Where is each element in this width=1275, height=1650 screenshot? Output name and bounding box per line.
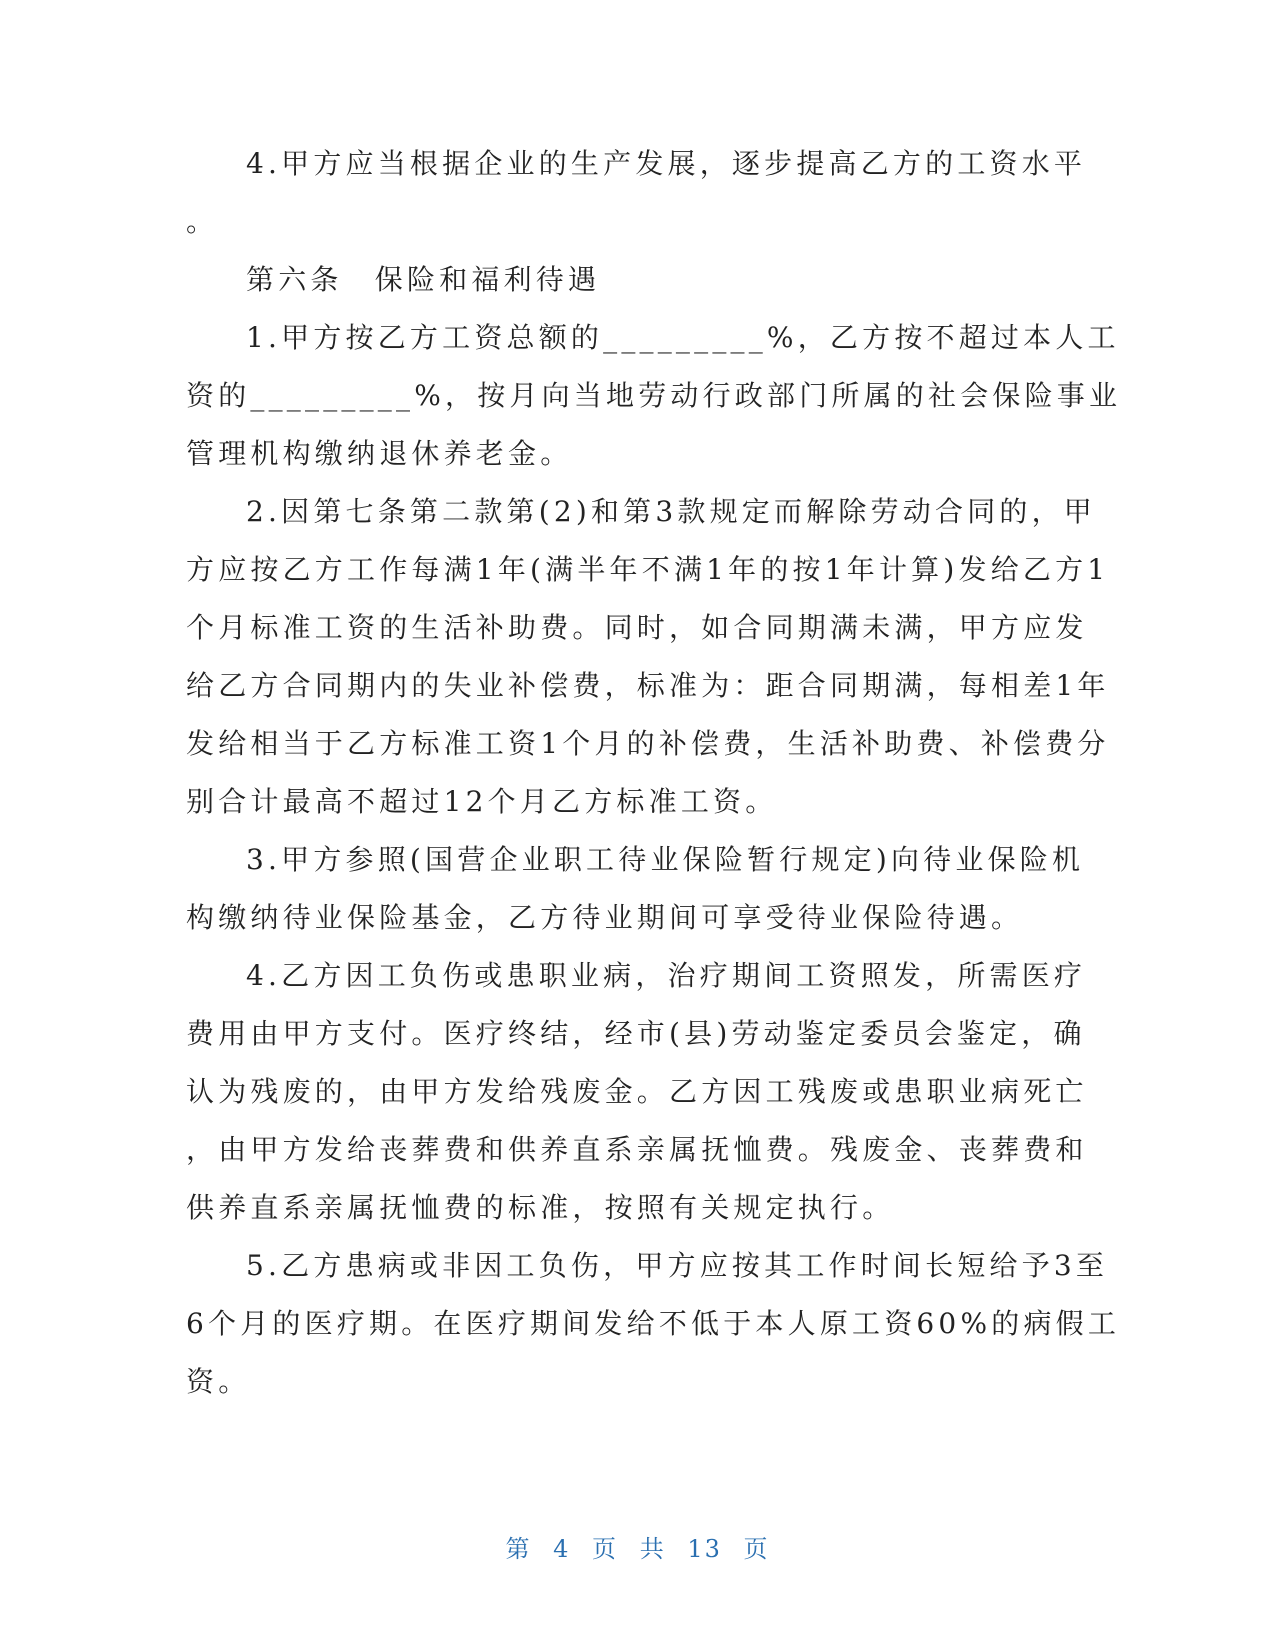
- footer-total-unit: 页: [743, 1535, 770, 1563]
- text-line: 5.乙方患病或非因工负伤，甲方应按其工作时间长短给予3至: [246, 1249, 1109, 1282]
- text-line: 资。: [186, 1365, 251, 1398]
- text-line: 资的_________%，按月向当地劳动行政部门所属的社会保险事业: [186, 379, 1122, 412]
- text-line: 2.因第七条第二款第(2)和第3款规定而解除劳动合同的，甲: [246, 495, 1096, 528]
- footer-total-word: 共: [639, 1535, 666, 1563]
- text-line: 认为残废的，由甲方发给残废金。乙方因工残废或患职业病死亡: [186, 1075, 1088, 1108]
- text-line: 发给相当于乙方标准工资1个月的补偿费，生活补助费、补偿费分: [186, 727, 1110, 760]
- text-line: 。: [186, 205, 219, 238]
- text-line: 4.甲方应当根据企业的生产发展，逐步提高乙方的工资水平: [246, 147, 1087, 180]
- section-heading: 第六条 保险和福利待遇: [246, 263, 601, 296]
- text-line: 供养直系亲属抚恤费的标准，按照有关规定执行。: [186, 1191, 895, 1224]
- footer-page-word: 第: [505, 1535, 532, 1563]
- text-line: ，由甲方发给丧葬费和供养直系亲属抚恤费。残废金、丧葬费和: [186, 1133, 1088, 1166]
- footer-current-page: 4: [553, 1535, 571, 1563]
- text-line: 4.乙方因工负伤或患职业病，治疗期间工资照发，所需医疗: [246, 959, 1087, 992]
- text-line: 6个月的医疗期。在医疗期间发给不低于本人原工资60%的病假工: [186, 1307, 1121, 1340]
- text-line: 别合计最高不超过12个月乙方标准工资。: [186, 785, 778, 818]
- text-line: 1.甲方按乙方工资总额的_________%，乙方按不超过本人工: [246, 321, 1120, 354]
- footer-total-pages: 13: [687, 1535, 722, 1563]
- text-line: 个月标准工资的生活补助费。同时，如合同期满未满，甲方应发: [186, 611, 1088, 644]
- text-line: 3.甲方参照(国营企业职工待业保险暂行规定)向待业保险机: [246, 843, 1085, 876]
- page-footer: [0, 1534, 1275, 1564]
- text-line: 管理机构缴纳退休养老金。: [186, 437, 573, 470]
- text-line: 给乙方合同期内的失业补偿费，标准为：距合同期满，每相差1年: [186, 669, 1110, 702]
- text-line: 构缴纳待业保险基金，乙方待业期间可享受待业保险待遇。: [186, 901, 1024, 934]
- text-line: 方应按乙方工作每满1年(满半年不满1年的按1年计算)发给乙方1: [186, 553, 1110, 586]
- text-line: 费用由甲方支付。医疗终结，经市(县)劳动鉴定委员会鉴定，确: [186, 1017, 1086, 1050]
- footer-page-unit: 页: [592, 1535, 619, 1563]
